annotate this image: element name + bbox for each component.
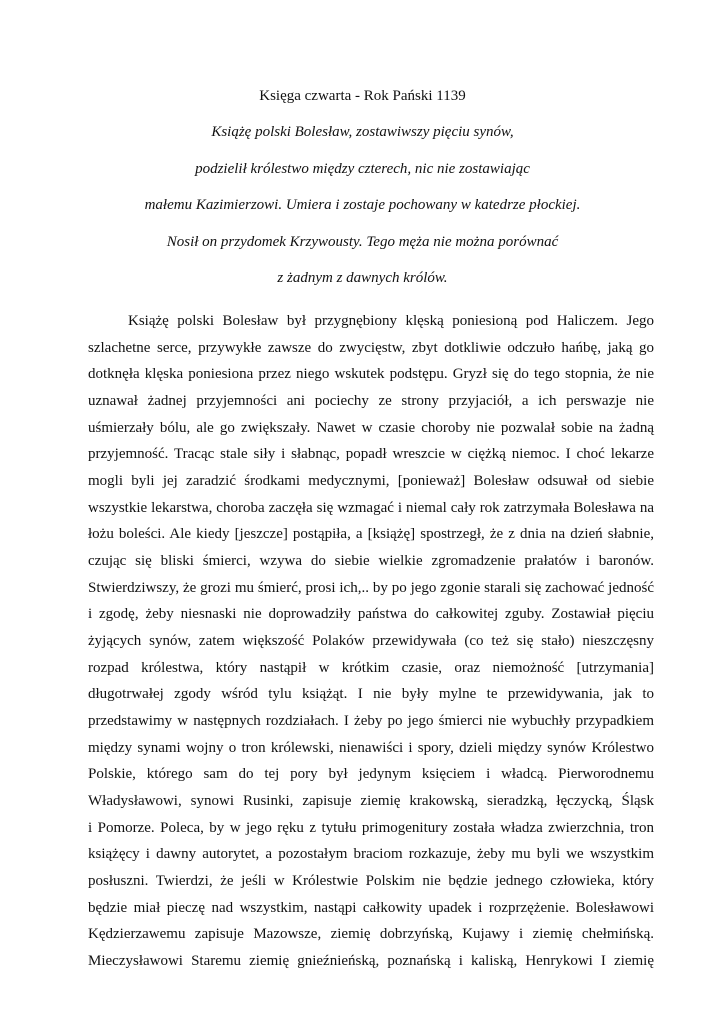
body-line: szlachetne serce, przywykłe zawsze do zwycięstw, zbyt dotkliwie odczuło hańbę, jaką go [88,339,654,356]
summary-line: podzielił królestwo między czterech, nic nie zostawiając [195,160,530,177]
body-line: Polskie, którego sam do tej pory był jedynym księciem i władcą. Pierworodnemu [88,766,654,783]
body-line: długotrwałej zgody wśród tylu książąt. I nie były mylne te przewidywania, jak to [88,686,654,703]
body-line: Książę polski Bolesław był przygnębiony klęską poniesioną pod Haliczem. Jego [128,313,654,329]
summary-line: Książę polski Bolesław, zostawiwszy pięciu synów, [211,124,514,140]
body-line: i zgodę, żeby niesnaski nie doprowadziły państwa do całkowitej zguby. Zostawiał pięciu [88,606,654,623]
summary-line: Nosił on przydomek Krzywousty. Tego męża nie można porównać [166,233,559,250]
body-line: przyjemność. Tracąc stale siły i słabnąc, popadł wreszcie w ciężką niemoc. I choć lekarze [88,446,654,463]
body-line: dotknęła klęska poniesiona przez niego wskutek podstępu. Gryzł się do tego stopnia, że nie [88,366,654,383]
body-line: Władysławowi, synowi Rusinki, zapisuje ziemię krakowską, sieradzką, łęczycką, Śląsk [88,793,654,810]
body-line: Mieczysławowi Staremu ziemię gnieźnieńską, poznańską i kaliską, Henrykowi I ziemię [88,953,654,970]
body-line: będzie miał pieczę nad wszystkim, nastąpi całkowity upadek i rozprzężenie. Bolesławowi [88,899,654,916]
body-line: posłuszni. Twierdzi, że jeśli w Królestwie Polskim nie będzie jednego człowieka, który [88,873,654,890]
summary-line: z żadnym z dawnych królów. [277,270,448,287]
body-line: Kędzierzawemu zapisuje Mazowsze, ziemię dobrzyńską, Kujawy i ziemię chełmińską. [88,926,654,943]
body-line: mogli byli jej zaradzić środkami medycznymi, [ponieważ] Bolesław odsuwał od siebie [88,473,654,490]
body-line: i Pomorze. Poleca, by w jego ręku z tytułu primogenitury została władza zwierzchnia, tron [88,819,654,836]
body-line: wszystkie lekarstwa, choroba zaczęła się wzmagać i niemal cały rok zatrzymała Bolesława na [88,499,654,516]
body-line: rozpad królestwa, który nastąpił w krótkim czasie, oraz niemożność [utrzymania] [88,659,654,676]
body-line: uśmierzały bólu, ale go zwiększały. Nawet w czasie choroby nie pozwalał sobie na żadną [88,419,654,436]
chapter-title: Księga czwarta - Rok Pański 1139 [259,88,466,104]
body-line: żyjących synów, zatem większość Polaków przewidywała (co też się stało) nieszczęsny [88,633,654,650]
body-text [88,310,654,977]
chapter-summary [60,122,665,305]
body-line: przedstawimy w następnych rozdziałach. I żeby po jego śmierci nie wybuchły przypadkiem [88,713,654,730]
body-line: między synami wojny o tron królewski, nienawiści i spory, dzieli między synów Królestwo [88,739,654,756]
body-line: łożu boleści. Ale kiedy [jeszcze] postąpiła, a [książę] spostrzegł, że z dnia na dzień słabnie, [88,526,654,543]
body-line: czując się bliski śmierci, wzywa do siebie wielkie zgromadzenie prałatów i baronów. [88,553,654,570]
body-line: książęcy i dawny autorytet, a pozostałym braciom rozkazuje, żeby mu byli we wszystkim [88,846,654,863]
body-line: Stwierdziwszy, że grozi mu śmierć, prosi ich,.. by po jego zgonie starali się zachować jedność [88,579,654,596]
body-line: uznawał żadnej przyjemności ani pociechy ze strony przyjaciół, a ich perswazje nie [88,393,654,410]
summary-line: małemu Kazimierzowi. Umiera i zostaje pochowany w katedrze płockiej. [144,197,581,214]
